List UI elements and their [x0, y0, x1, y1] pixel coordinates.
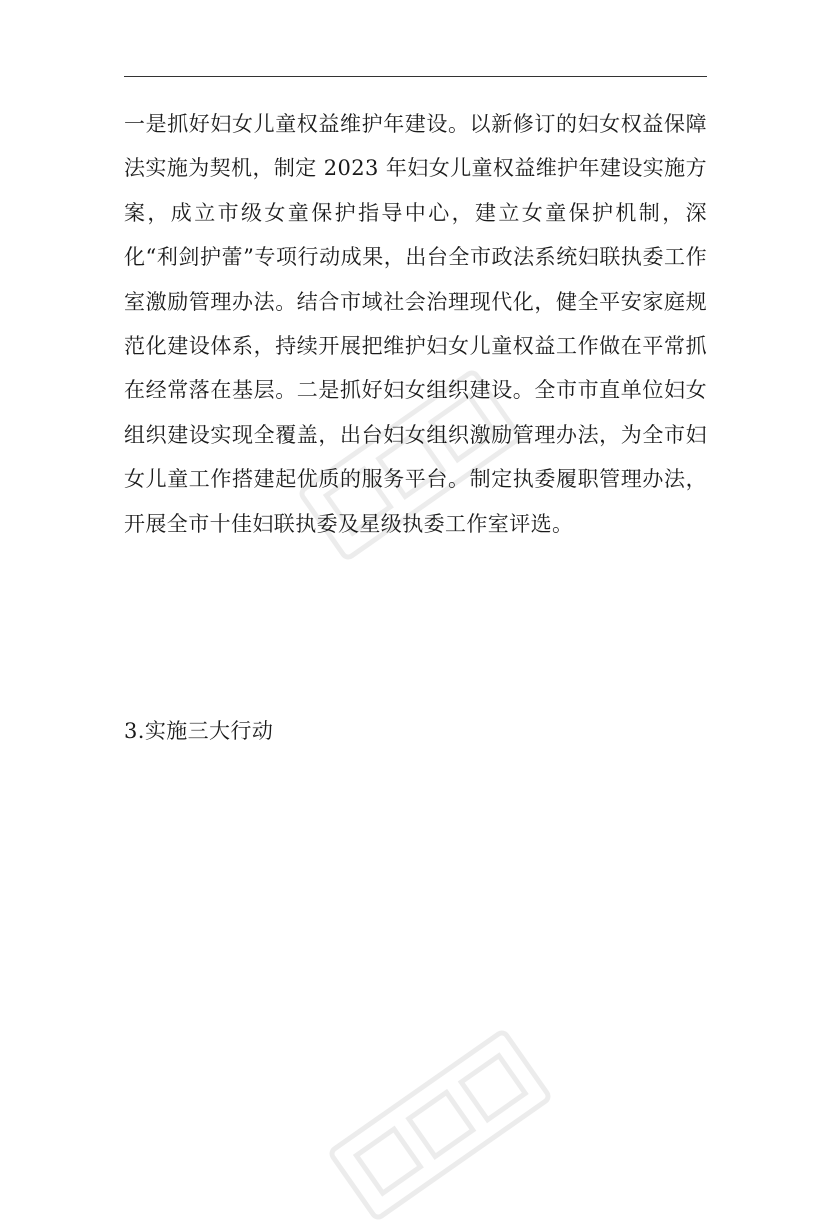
header-rule [124, 76, 707, 77]
body-paragraph: 一是抓好妇女儿童权益维护年建设。以新修订的妇女权益保障法实施为契机，制定 2023 年妇女儿童权益维护年建设实施方案，成立市级女童保护指导中心，建立女童保护机制，深化“利剑护蕾”专项行动成果，出台全市政法系统妇联执委工作室激励管理办法。结合市域社会治理现代化，健全平安家庭规范化建设体系，持续开展把维护妇女儿童权益工作做在平常抓在经常落在基层。二是抓好妇女组织建设。全市市直单位妇女组织建设实现全覆盖，出台妇女组织激励管理办法，为全市妇女儿童工作搭建起优质的服务平台。制定执委履职管理办法，开展全市十佳妇联执委及星级执委工作室评选。 [124, 112, 707, 536]
watermark-logo [324, 1025, 556, 1225]
section-heading: 3.实施三大行动 [124, 719, 274, 743]
